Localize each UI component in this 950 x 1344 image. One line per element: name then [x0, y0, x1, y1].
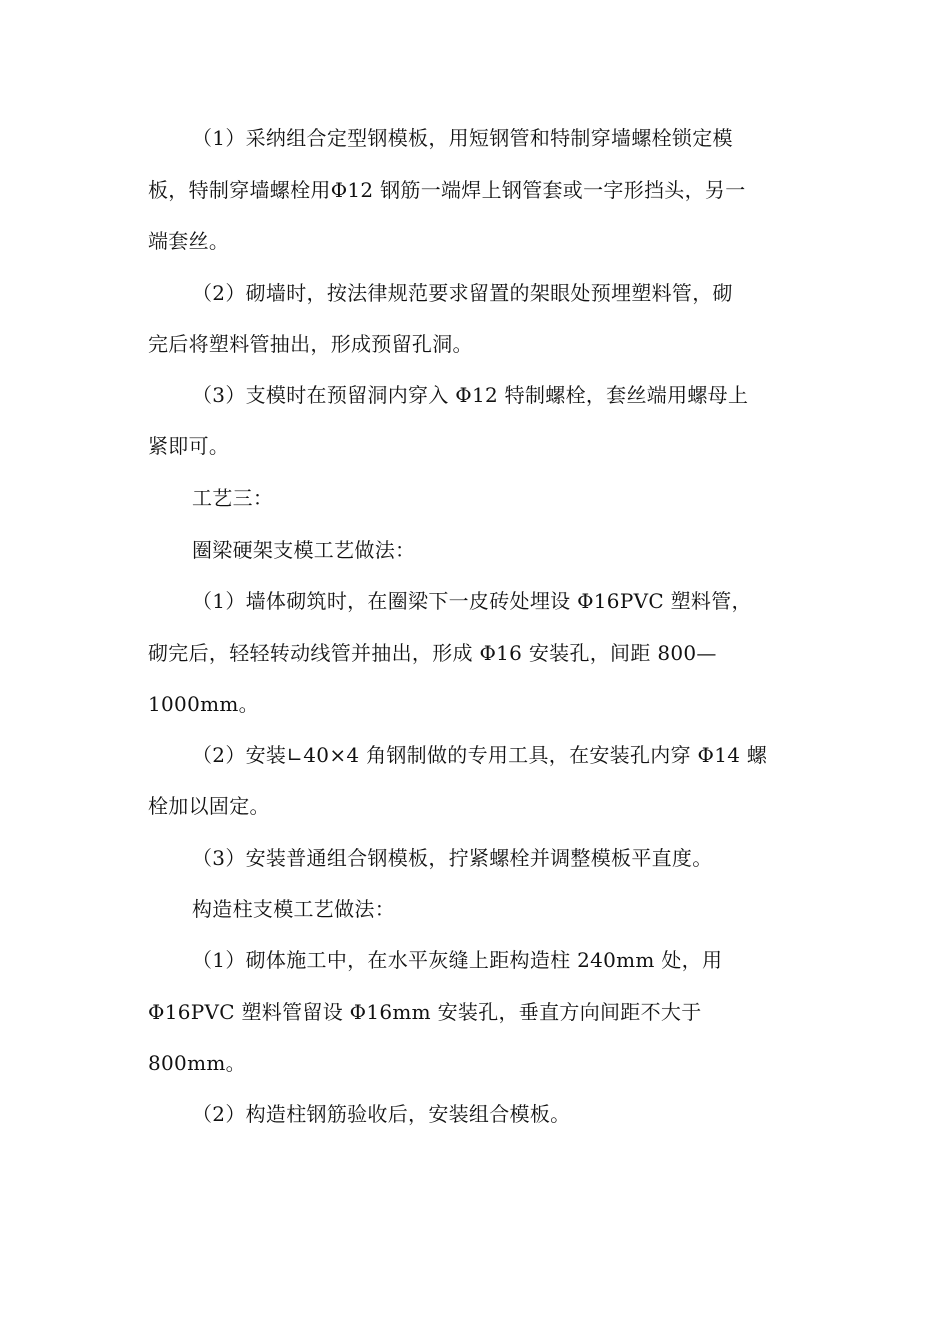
text-line: （2）安装∟40×4 角钢制做的专用工具，在安装孔内穿 Φ14 螺	[192, 743, 768, 767]
text-line: 800mm。	[148, 1051, 246, 1075]
text-line: （1）砌体施工中，在水平灰缝上距构造柱 240mm 处，用	[192, 948, 723, 972]
text-line: 紧即可。	[148, 434, 230, 458]
subsection-heading: 构造柱支模工艺做法：	[192, 897, 395, 921]
text-line: （3）支模时在预留洞内穿入 Φ12 特制螺栓，套丝端用螺母上	[192, 383, 749, 407]
text-line: 完后将塑料管抽出，形成预留孔洞。	[148, 332, 473, 356]
text-line: （1）墙体砌筑时，在圈梁下一皮砖处埋设 Φ16PVC 塑料管，	[192, 589, 752, 613]
text-line: 板，特制穿墙螺栓用Φ12 钢筋一端焊上钢管套或一字形挡头，另一	[148, 178, 746, 202]
text-line: Φ16PVC 塑料管留设 Φ16mm 安装孔，垂直方向间距不大于	[148, 1000, 702, 1024]
text-line: 端套丝。	[148, 229, 230, 253]
text-line: （2）构造柱钢筋验收后，安装组合模板。	[192, 1102, 571, 1126]
text-line: （1）采纳组合定型钢模板，用短钢管和特制穿墙螺栓锁定模	[192, 126, 733, 150]
section-heading: 工艺三：	[192, 486, 274, 510]
subsection-heading: 圈梁硬架支模工艺做法：	[192, 538, 416, 562]
text-line: （2）砌墙时，按法律规范要求留置的架眼处预埋塑料管，砌	[192, 281, 733, 305]
text-line: 砌完后，轻轻转动线管并抽出，形成 Φ16 安装孔，间距 800—	[148, 641, 717, 665]
text-line: 栓加以固定。	[148, 794, 270, 818]
text-line: （3）安装普通组合钢模板，拧紧螺栓并调整模板平直度。	[192, 846, 713, 870]
text-line: 1000mm。	[148, 692, 259, 716]
